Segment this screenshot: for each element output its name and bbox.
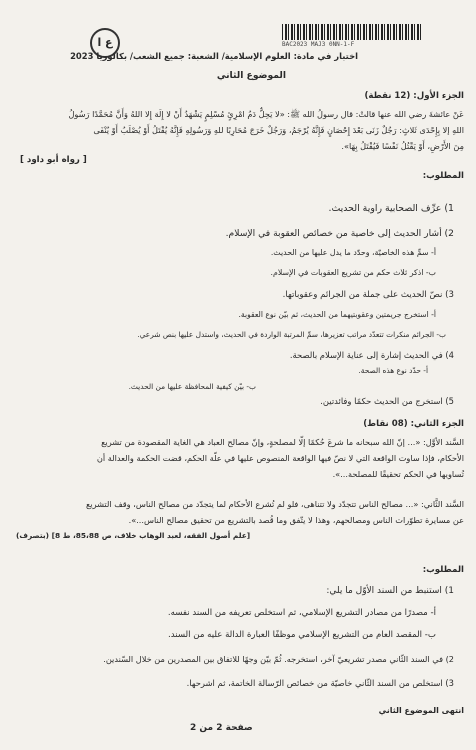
text1-line-2: الأحكام، فإذا ساوت الواقعة التي لا نصّ فيها الواقعة المنصوص عليها في علّة الحكم، قضت الحكمة والعدالة أن [96,453,464,463]
part2-title: الجزء الثاني: (08 نقاط) [363,419,464,429]
text2-line-2: عن مسايرة تطوّرات الناس ومصالحهم، وهذا لا يتّفق وما قُصد بالتشريع من تحقيق مصالح الناس...». [128,515,464,525]
hadith-line-2: اللهِ إلا بِإِحْدَى ثَلاثٍ: رَجُلٌ زَنَى بَعْدَ إِحْصَانٍ فَإِنَّهُ يُرْجَمُ، وَرَجُلٌ خَرَجَ مُحَارِبًا للهِ وَرَسُولِهِ فَإِنَّهُ يُقْتَلُ أَوْ يُصْلَبُ أَوْ يُنْفَى [93,125,464,135]
p1-question-3: 3) نصّ الحديث على جملة من الجرائم وعقوباتها. [282,290,454,300]
barcode-code: BAC2023 MAJ3 0NN-1-F [282,41,355,48]
text1-line-3: تُساويها في الحكم تحقيقًا للمصلحة...». [332,469,464,479]
p1-question-4b: ب- بيّن كيفية المحافظة عليها من الحديث. [128,382,256,391]
p1-question-5: 5) استخرج من الحديث حكمًا وفائدتين. [320,396,454,406]
p2-question-1: 1) استنبط من السند الأوّل ما يلي: [326,586,454,596]
hadith-line-1: عَنْ عائشةَ رضي الله عنها قالتْ: قال رسولُ الله ﷺ: «لا يَحِلُّ دَمُ امْرِئٍ مُسْلِمٍ يَشْهَدُ أَنْ لا إِلَهَ إِلا اللهُ وَأَنَّ مُحَمَّدًا رَسُولُ [68,109,464,119]
end-note: انتهى الموضوع الثاني [378,706,464,715]
p1-question-3a: أ- استخرج جريمتين وعقوبتيهما من الحديث، ثم بيّن نوع العقوبة. [238,310,436,319]
text2-line-1: السَّند الثَّاني: «... مصالح الناس تتجدّد ولا تتناهى، فلو لم تُشرع الأحكام لما يتجدّد من مصالح الناس، وقف التشريع [85,499,464,509]
p1-question-2a: أ- سمِّ هذه الخاصيّة، وحدّد ما يدل عليها من الحديث. [270,248,436,257]
barcode-icon [282,24,422,40]
part1-title: الجزء الأول: (12 نقطة) [364,91,464,101]
text1-line-1: السَّند الأوَّل: «... إنّ الله سبحانه ما شرعَ حُكمًا إلّا لمصلحةٍ، وإنّ مصالح العباد هي الغاية المقصودة من تشريع [101,437,464,447]
part1-requested: المطلوب: [422,171,464,181]
exam-header-line: اختبار في مادة: العلوم الإسلامية/ الشعبة: جميع الشعب/ بكالوريا 2023 [70,51,358,61]
hadith-source: [ رواه أبو داود ] [20,155,87,165]
subject-title: الموضوع الثاني [216,70,286,81]
p1-question-3b: ب- الجرائم منكرات تتعدّد مراتب تعزيرها، سمِّ المرتبة الواردة في الحديث، واستدل عليها بنص شرعي. [137,330,446,339]
p1-question-2: 2) أشار الحديث إلى خاصية من خصائص العقوبة في الإسلام. [225,228,454,239]
logo-text: ع ا [97,36,113,49]
p2-question-2: 2) في السند الثّاني مصدر تشريعيّ آخر، استخرجه. ثُمّ بيّن وجهًا للاتفاق بين المصدرين من خلال السّندين. [103,654,454,664]
part2-requested: المطلوب: [422,565,464,575]
p1-question-4a: أ- حدّد نوع هذه الصحة. [358,366,428,375]
p2-question-3: 3) استخلص من السند الثّاني خاصيّة من خصائص الرّسالة الخاتمة، ثم اشرحها. [186,678,454,688]
page-number: صفحة 2 من 2 [190,723,253,733]
p1-question-1: 1) عرِّف الصحابية راوية الحديث. [328,203,454,214]
p1-question-2b: ب- اذكر ثلاث حكم من تشريع العقوبات في الإسلام. [270,268,436,277]
p2-question-1b: ب- المقصد العام من التشريع الإسلامي موظفًا العبارة الدالة عليه من السند. [168,630,436,640]
p1-question-4: 4) في الحديث إشارة إلى عناية الإسلام بالصحة. [289,350,454,360]
part2-reference: [علم أصول الفقه، لعبد الوهاب خلاف، ص 85،88، ط 8] (بتصرف) [16,531,251,540]
p2-question-1a: أ- مصدرًا من مصادر التشريع الإسلامي، ثم استخلص تعريفه من السند نفسه. [167,608,436,618]
hadith-line-3: مِنَ الأَرْضِ، أَوْ يَقْتُلُ نَفْسًا فَيُقْتَلُ بِهَا». [341,141,464,151]
